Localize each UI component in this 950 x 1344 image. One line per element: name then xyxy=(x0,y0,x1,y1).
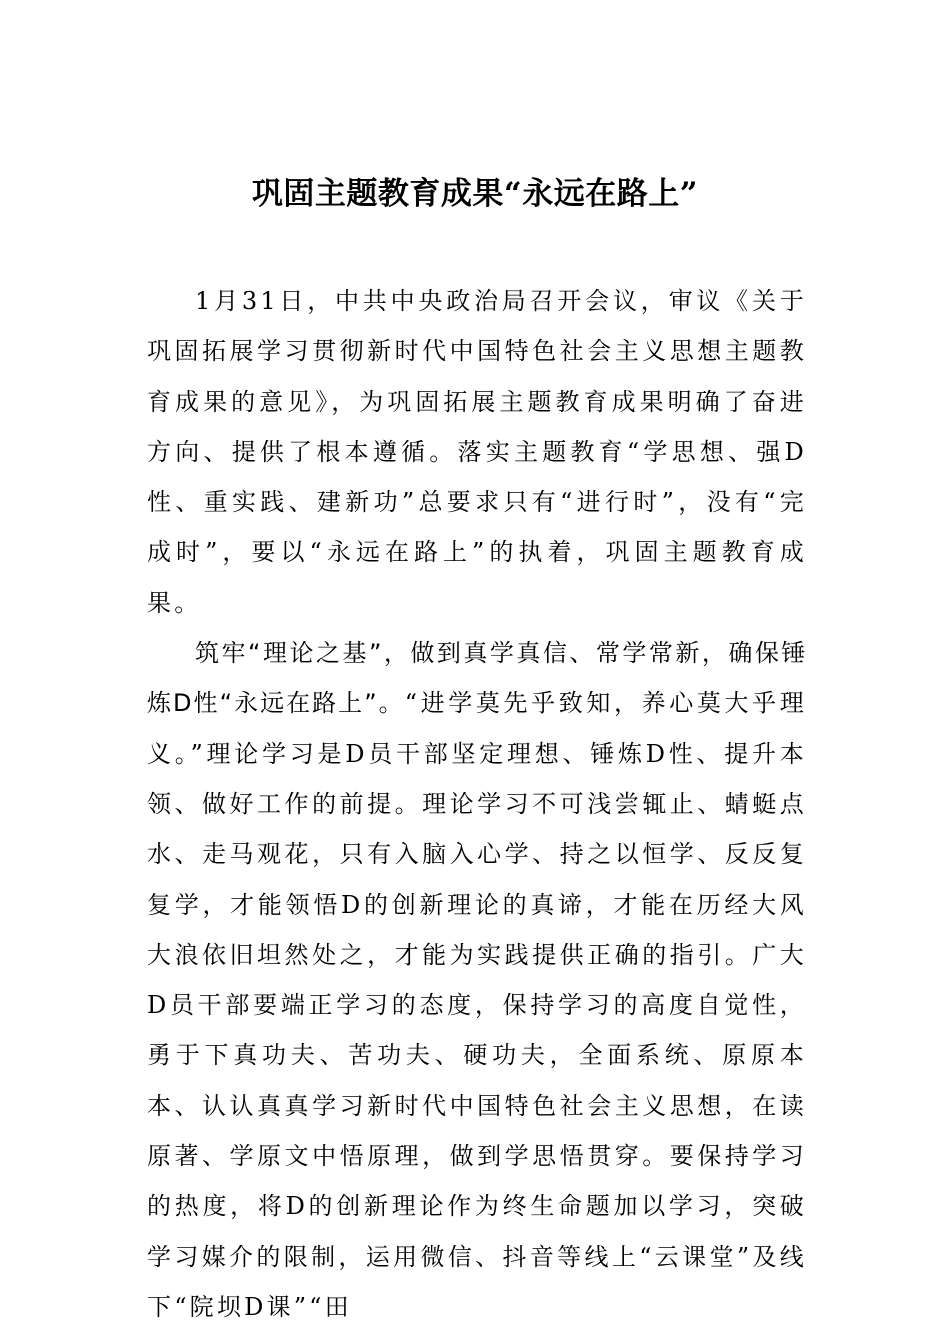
paragraph-lead-heading: 筑牢“理论之基”，做到真学真信、常学常新，确保锤炼D性“永远在路上”。 xyxy=(147,639,807,718)
document-body xyxy=(147,276,807,1332)
paragraph-theory xyxy=(147,628,807,1332)
paragraph-intro: 1月31日，中共中央政治局召开会议，审议《关于巩固拓展学习贯彻新时代中国特色社会主义思想主题教育成果的意见》，为巩固拓展主题教育成果明确了奋进方向、提供了根本遵循。落实主题教育“学思想、强D性、重实践、建新功”总要求只有“进行时”，没有“完成时”，要以“永远在路上”的执着，巩固主题教育成果。 xyxy=(147,287,807,617)
paragraph-theory-text: “进学莫先乎致知，养心莫大乎理义。”理论学习是D员干部坚定理想、锤炼D性、提升本领、做好工作的前提。理论学习不可浅尝辄止、蜻蜓点水、走马观花，只有入脑入心学、持之以恒学、反反复复学，才能领悟D的创新理论的真谛，才能在历经大风大浪依旧坦然处之，才能为实践提供正确的指引。广大D员干部要端正学习的态度，保持学习的高度自觉性，勇于下真功夫、苦功夫、硬功夫，全面系统、原原本本、认认真真学习新时代中国特色社会主义思想，在读原著、学原文中悟原理，做到学思悟贯穿。要保持学习的热度，将D的创新理论作为终生命题加以学习，突破学习媒介的限制，运用微信、抖音等线上“云课堂”及线下“院坝D课”“田 xyxy=(147,689,807,1321)
document-title: 巩固主题教育成果“永远在路上” xyxy=(251,176,699,212)
